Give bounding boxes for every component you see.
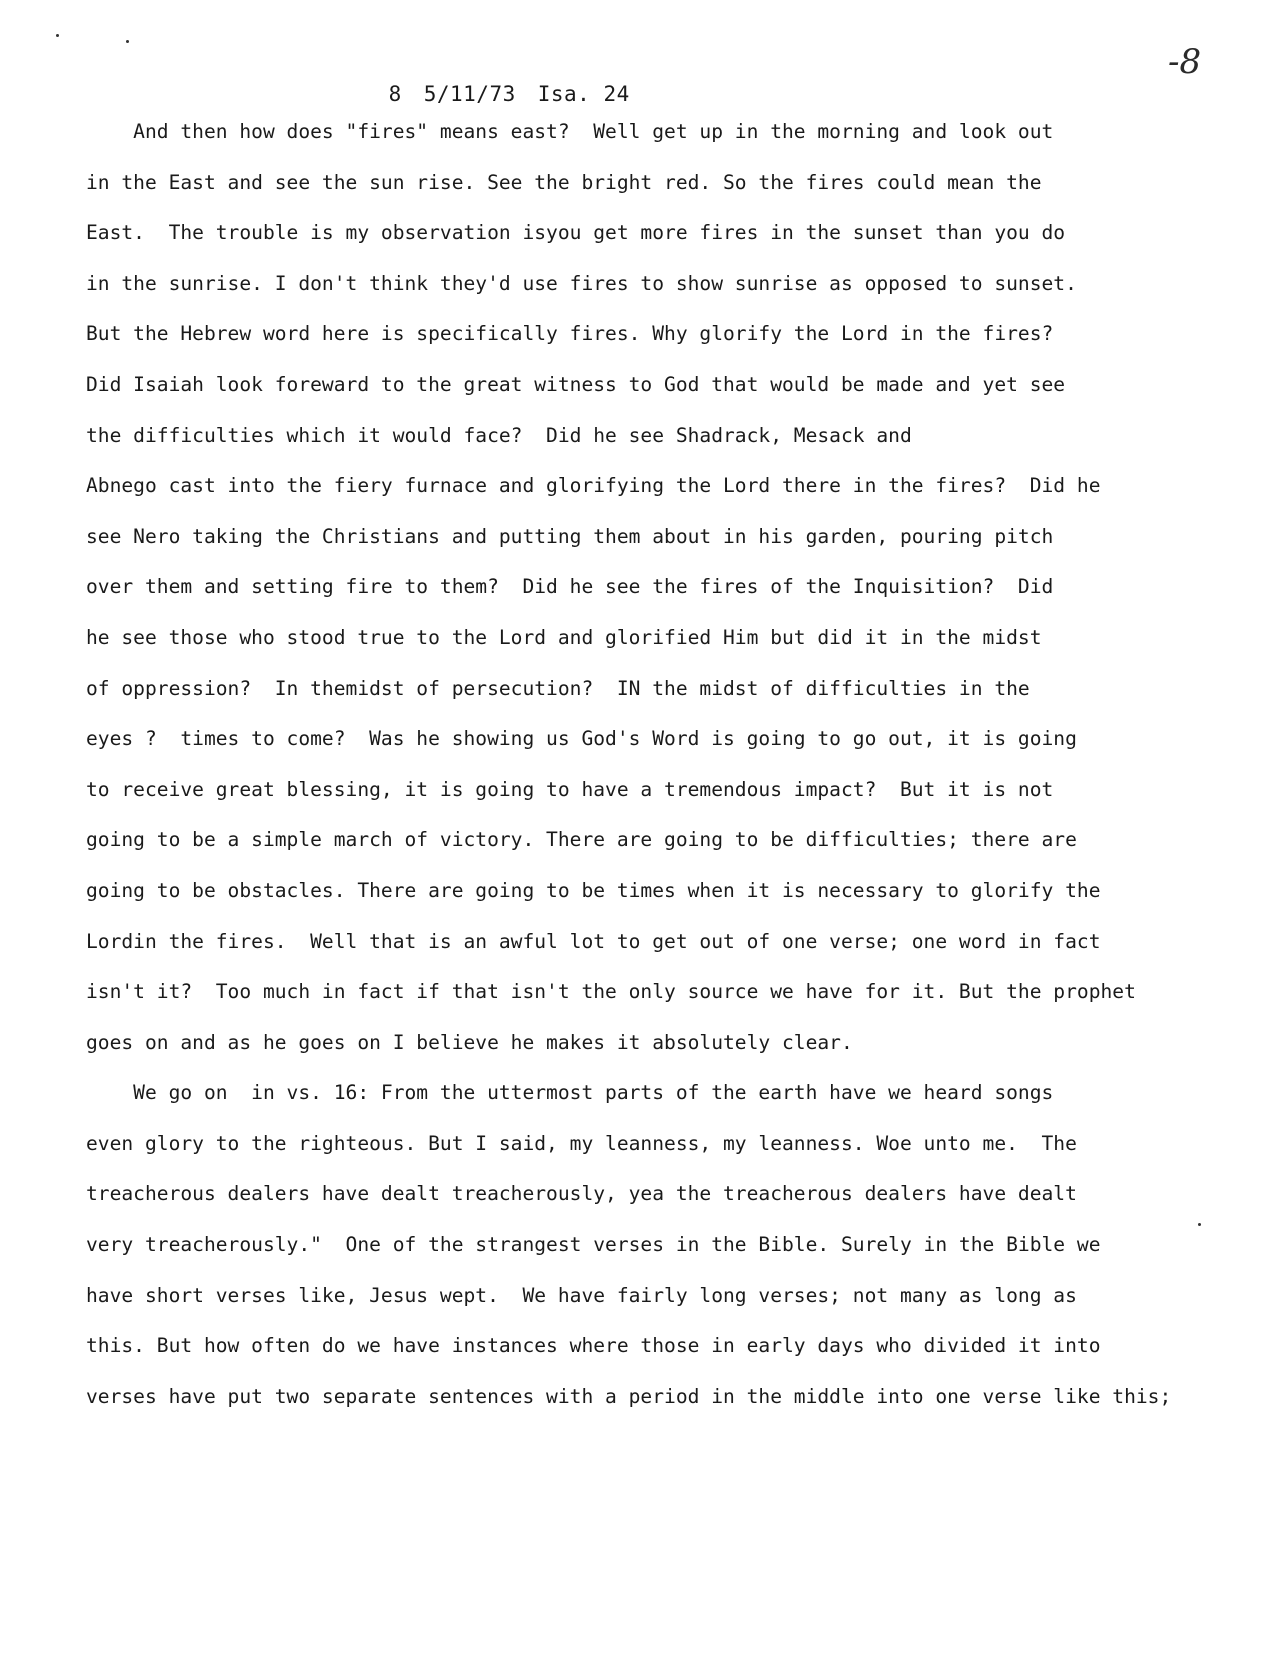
text-line: And then how does "fires" means east? Well get up in the morning and look out: [86, 120, 1054, 143]
text-line: even glory to the righteous. But I said, my leanness, my leanness. Woe unto me. The: [86, 1131, 1077, 1155]
scan-speck: [56, 34, 59, 37]
text-line: in the East and see the sun rise. See the bright red. So the fires could mean the: [86, 170, 1042, 194]
text-line: verses have put two separate sentences with a period in the middle into one verse like this;: [86, 1384, 1172, 1408]
text-line: the difficulties which it would face? Did he see Shadrack, Mesack and: [86, 423, 912, 447]
text-line: But the Hebrew word here is specifically fires. Why glorify the Lord in the fires?: [86, 322, 1054, 346]
handwritten-page-mark: -8: [1168, 42, 1202, 82]
text-line: Abnego cast into the fiery furnace and glorifying the Lord there in the fires? Did he: [86, 474, 1101, 498]
paragraph: [86, 107, 1266, 1068]
text-line: he see those who stood true to the Lord and glorified Him but did it in the midst: [86, 625, 1042, 649]
text-line: East. The trouble is my observation isyou get more fires in the sunset than you do: [86, 221, 1066, 245]
text-line: eyes ? times to come? Was he showing us God's Word is going to go out, it is going: [86, 727, 1077, 751]
paragraph: [86, 1068, 1266, 1422]
text-line: over them and setting fire to them? Did he see the fires of the Inquisition? Did: [86, 575, 1054, 599]
text-line: have short verses like, Jesus wept. We have fairly long verses; not many as long as: [86, 1283, 1077, 1307]
text-line: going to be a simple march of victory. There are going to be difficulties; there are: [86, 828, 1077, 852]
text-line: in the sunrise. I don't think they'd use fires to show sunrise as opposed to sunset.: [86, 271, 1077, 295]
text-line: We go on in vs. 16: From the uttermost parts of the earth have we heard songs: [86, 1081, 1054, 1105]
text-line: treacherous dealers have dealt treacherously, yea the treacherous dealers have dealt: [86, 1182, 1077, 1206]
header-reference: Isa. 24: [537, 82, 630, 106]
text-line: of oppression? In themidst of persecution? IN the midst of difficulties in the: [86, 676, 1030, 700]
scan-speck: [126, 40, 129, 43]
text-line: going to be obstacles. There are going to be times when it is necessary to glorify the: [86, 878, 1101, 902]
text-line: this. But how often do we have instances where those in early days who divided it into: [86, 1334, 1101, 1358]
text-line: Lordin the fires. Well that is an awful lot to get out of one verse; one word in fact: [86, 929, 1101, 953]
text-line: isn't it? Too much in fact if that isn't the only source we have for it. But the prophet: [86, 980, 1136, 1004]
header-date: 5/11/73: [423, 82, 516, 106]
transcript-body: [86, 107, 1266, 1422]
text-line: goes on and as he goes on I believe he makes it absolutely clear.: [86, 1030, 853, 1054]
text-line: see Nero taking the Christians and putting them about in his garden, pouring pitch: [86, 524, 1054, 548]
text-line: to receive great blessing, it is going to have a tremendous impact? But it is not: [86, 777, 1054, 801]
text-line: Did Isaiah look foreward to the great witness to God that would be made and yet see: [86, 372, 1066, 396]
header-page-number: 8: [388, 82, 402, 106]
text-line: very treacherously." One of the strangest verses in the Bible. Surely in the Bible we: [86, 1233, 1101, 1257]
